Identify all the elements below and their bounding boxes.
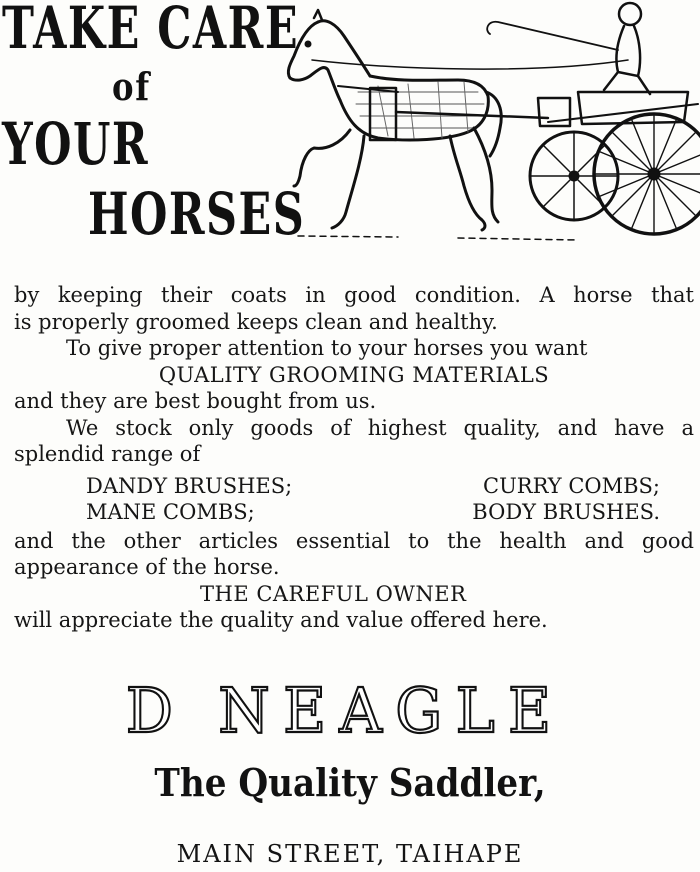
body-line: is properly groomed keeps clean and healthy.: [14, 309, 498, 334]
quality-grooming-heading: QUALITY GROOMING MATERIALS: [158, 362, 550, 387]
product-item: DANDY BRUSHES;: [86, 473, 293, 498]
business-name: D NEAGLE: [125, 674, 565, 747]
business-tagline: The Quality Saddler,: [154, 760, 546, 805]
body-line: appearance of the horse.: [14, 555, 280, 579]
product-item: CURRY COMBS;: [483, 473, 660, 498]
careful-owner-heading: THE CAREFUL OWNER: [200, 581, 467, 606]
body-line: splendid range of: [14, 442, 201, 466]
product-list: [14, 473, 694, 525]
product-item: BODY BRUSHES.: [472, 499, 660, 524]
headline-of: of: [112, 64, 151, 109]
product-item: MANE COMBS;: [86, 499, 255, 524]
business-address: MAIN STREET, TAIHAPE: [176, 840, 524, 868]
headline-horses: HORSES: [88, 180, 306, 248]
horse-and-gig-icon: [278, 0, 700, 250]
body-line: and they are best bought from us.: [14, 389, 377, 413]
body-line: To give proper attention to your horses you want: [66, 336, 588, 360]
advertisement-body: [14, 282, 694, 634]
body-line: will appreciate the quality and value offered here.: [14, 608, 548, 632]
headline-take-care: TAKE CARE: [2, 0, 300, 62]
body-line: We stock only goods of highest quality, and have a: [66, 415, 694, 440]
headline-your: YOUR: [2, 110, 150, 178]
body-line: and the other articles essential to the health and good: [14, 528, 694, 553]
headline: [0, 0, 306, 250]
body-line: by keeping their coats in good condition. A horse that: [14, 283, 694, 307]
